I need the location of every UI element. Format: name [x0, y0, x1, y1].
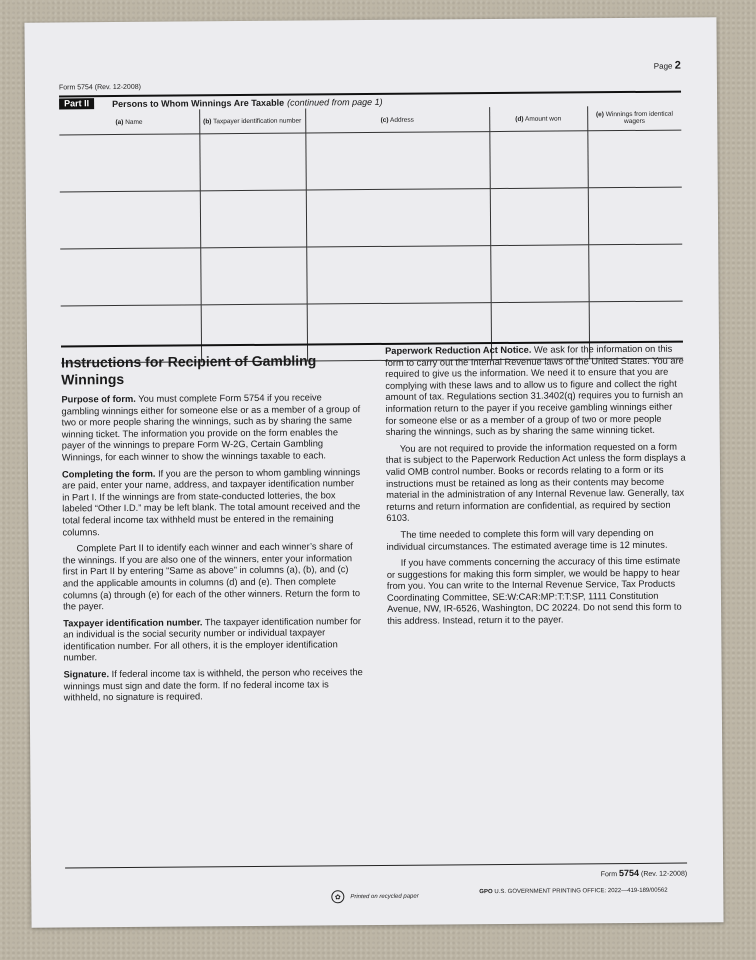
instructions-heading: Instructions for Recipient of Gambling Winnings — [61, 352, 317, 388]
gpo-imprint: GPO U.S. GOVERNMENT PRINTING OFFICE: 2022—419-189/00562 — [479, 887, 668, 896]
part-ii-tag: Part II — [59, 98, 94, 109]
comments-paragraph: If you have comments concerning the accuracy of this time estimate or suggestions for making this form simpler, we would be happy to hear from you. You can write to the Internal Revenue Service, Tax Products Coordinating Committee, SE:W:CAR:MP:T:T:SP, 1111 Constitution Avenue, NW, IR-6526, Washington, DC 20224. Do not send this form to this address. Instead, return it to the payer. — [386, 555, 682, 626]
omb-paragraph: You are not required to provide the information requested on a form that is subject to the Paperwork Reduction Act unless the form displays a valid OMB control number. Books or records relating to a form or its instructions must be retained as long as their contents may become material in the administration of any Internal Revenue law. Generally, tax returns and return information are confidential, as required by section 6103. — [385, 441, 686, 524]
form-page — [24, 17, 723, 927]
amount-won-cell[interactable] — [489, 131, 587, 189]
footer-rule — [65, 863, 687, 869]
purpose-paragraph: Purpose of form. You must complete Form 5754 if you receive gambling winnings either for someone else or as a member of a group of two or more people sharing the winnings, such as by sharing the same winning ticket. The information you provide on the form enables the payer of the winnings to prepare Form W-2G, Certain Gambling Winnings, for each winner to show the winnings taxable to each. — [61, 392, 361, 463]
paperwork-notice-paragraph: Paperwork Reduction Act Notice. We ask for the information on this form to carry out the Internal Revenue laws of the United States. You are required to give us the information. We need it to ensure that you are complying with these laws and to allow us to figure and collect the right amount of tax. Regulations section 31.3402(q) requires you to furnish an information return to the payer if you receive gambling winnings either for someone else or as a member of a group of two or more people sharing the winnings, such as by sharing the same winning ticket. — [385, 343, 684, 438]
address-cell[interactable] — [306, 246, 490, 304]
address-cell[interactable] — [305, 132, 489, 190]
table-row — [59, 130, 681, 192]
page-number: Page 2 — [653, 59, 681, 72]
address-cell[interactable] — [306, 189, 490, 247]
part-ii-title: Persons to Whom Winnings Are Taxable — [112, 97, 285, 109]
paperwork-column — [385, 344, 687, 633]
tin-paragraph: Taxpayer identification number. The taxpayer identification number for an individual is the social security number or individual taxpayer identification number. For all others, it is the employer identification number. — [63, 615, 362, 663]
tin-cell[interactable] — [200, 190, 306, 248]
identical-wagers-cell[interactable] — [588, 187, 682, 245]
form-revision: Form 5754 (Rev. 12-2008) — [58, 83, 141, 92]
column-header-amount-won: (d) Amount won — [489, 106, 587, 131]
amount-won-cell[interactable] — [490, 245, 588, 303]
name-cell[interactable] — [59, 134, 199, 192]
signature-paragraph: Signature. If federal income tax is withheld, the person who receives the winnings must sign and date the form. If no federal income tax is withheld, no signature is required. — [63, 667, 363, 703]
column-header-tin: (b) Taxpayer identification number — [199, 109, 305, 134]
table-row — [60, 244, 682, 306]
part-ii-continued: (continued from page 1) — [287, 96, 383, 108]
name-cell[interactable] — [60, 248, 200, 306]
recycled-paper-note: ✿ Printed on recycled paper — [331, 890, 418, 904]
instructions-column — [61, 352, 364, 709]
name-cell[interactable] — [60, 191, 200, 249]
complete-part-ii-paragraph: Complete Part II to identify each winner and each winner’s share of the winnings. If you are also one of the winners, enter your information first in Part II by entering “Same as above” in columns (a), (b), and (c) and the applicable amounts in columns (d) and (e). Then complete columns (a) through (e) for each of the other winners. Return the form to the payer. — [62, 541, 361, 612]
column-header-identical-wagers: (e) Winnings from identical wagers — [587, 106, 681, 131]
column-header-name: (a) Name — [59, 109, 199, 135]
tin-cell[interactable] — [200, 247, 306, 305]
table-row — [60, 187, 682, 249]
footer-form-id: Form 5754 (Rev. 12-2008) — [600, 867, 688, 879]
column-header-address: (c) Address — [305, 107, 489, 133]
identical-wagers-cell[interactable] — [587, 130, 681, 188]
time-estimate-paragraph: The time needed to complete this form will vary depending on individual circumstances. The estimated average time is 12 minutes. — [386, 527, 668, 552]
tin-cell[interactable] — [199, 133, 305, 191]
completing-paragraph: Completing the form. If you are the person to whom gambling winnings are paid, enter your name, address, and taxpayer identification number in Part I. If the winnings are from state-conducted lotteries, the box labeled “Other I.D.” may be left blank. The total amount received and the total federal income tax withheld must be entered in the remaining columns. — [61, 466, 361, 537]
amount-won-cell[interactable] — [490, 188, 588, 246]
identical-wagers-cell[interactable] — [588, 244, 682, 302]
recycle-icon: ✿ — [331, 890, 344, 903]
winnings-table — [59, 106, 683, 364]
